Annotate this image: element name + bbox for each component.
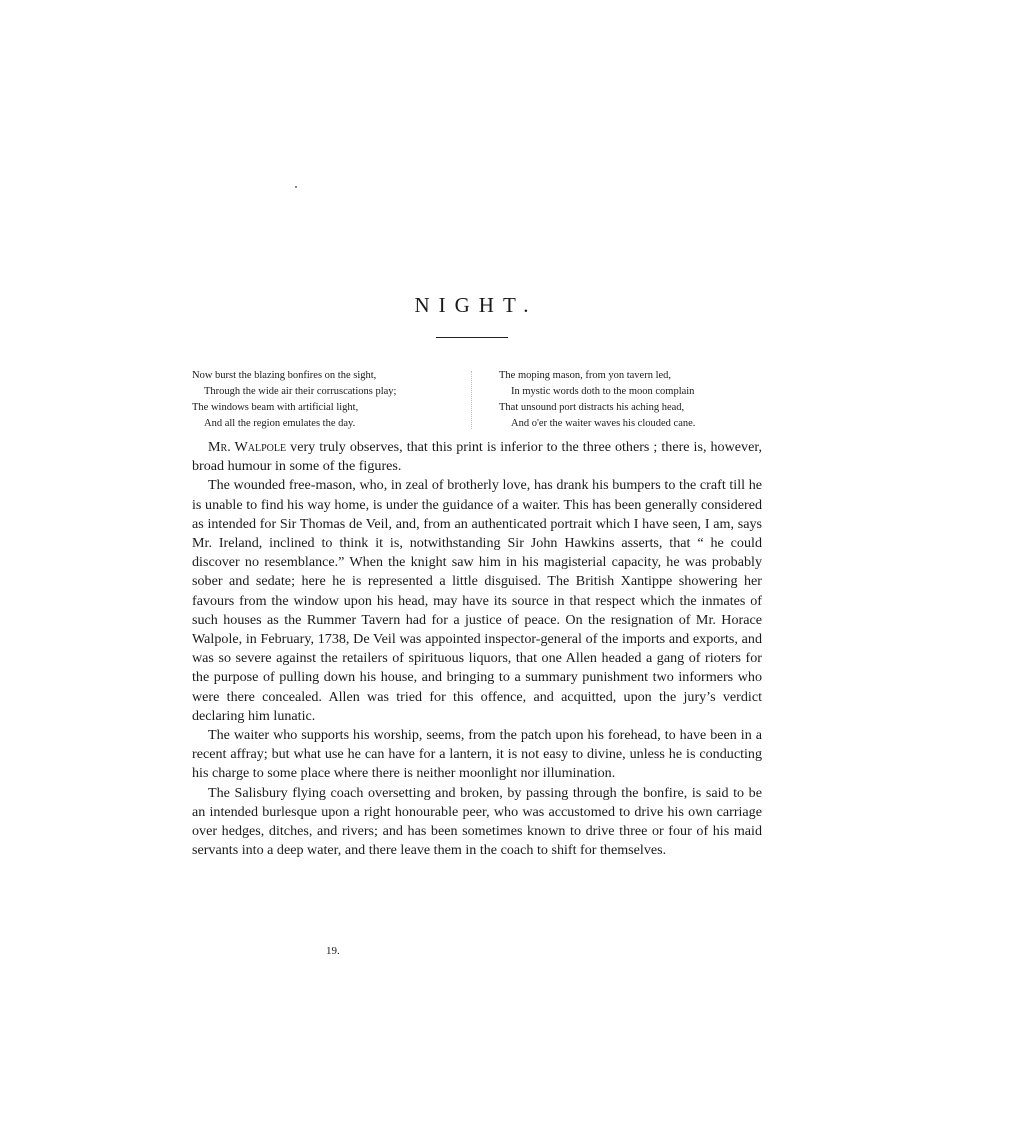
verse-line: The windows beam with artificial light, <box>192 402 359 413</box>
verse-line: That unsound port distracts his aching head, <box>499 402 685 413</box>
verse-line: The moping mason, from yon tavern led, <box>499 370 672 381</box>
verse-line: Through the wide air their corruscations play; <box>204 386 397 397</box>
paragraph: The waiter who supports his worship, seems, from the patch upon his forehead, to have been in a recent affray; but what use he can have for a lantern, it is not easy to divine, unless he is conducting his charge to some place where there is neither moonlight nor illumination. <box>192 727 762 782</box>
paragraph: The wounded free-mason, who, in zeal of brotherly love, has drank his bumpers to the craft till he is unable to find his way home, is under the guidance of a waiter. This has been generally considered as intended for Sir Thomas de Veil, and, from an authenticated portrait which I have seen, I am, says Mr. Ireland, inclined to think it is, notwithstanding Sir John Hawkins asserts, that “ he could discover no resemblance.” When the knight saw him in his magisterial capacity, he was probably sober and sedate; here he is represented a little disguised. The British Xantippe showering her favours from the window upon his head, may have its source in that respect which the inmates of such houses as the Rummer Tavern had for a justice of peace. On the resignation of Mr. Horace Walpole, in February, 1738, De Veil was appointed inspector-general of the imports and exports, and was so severe against the retailers of spirituous liquors, that one Allen headed a gang of rioters for the purpose of pulling down his house, and bringing to a summary punishment two informers who were there concealed. Allen was tried for this offence, and acquitted, upon the jury’s verdict declaring him lunatic. <box>192 477 762 724</box>
verse-line: Now burst the blazing bonfires on the sight, <box>192 370 377 381</box>
page-number: 19. <box>326 945 340 957</box>
paragraph-text: very truly observes, that this print is inferior to the three others ; there is, however, broad humour in some of the figures. <box>192 439 762 475</box>
page-title: NIGHT. <box>414 293 538 317</box>
paragraph: The Salisbury flying coach oversetting and broken, by passing through the bonfire, is said to be an intended burlesque upon a right honourable peer, who was accustomed to drive his own carriage over hedges, ditches, and rivers; and has been sometimes known to drive three or four of his maid servants into a deep water, and there leave them in the coach to shift for themselves. <box>192 784 762 859</box>
verse-left <box>192 368 396 432</box>
body-text <box>192 438 762 860</box>
verse-line: In mystic words doth to the moon complain <box>511 386 695 397</box>
verse-line: And o'er the waiter waves his clouded cane. <box>511 418 696 429</box>
verse-line: And all the region emulates the day. <box>204 418 356 429</box>
verse-right <box>499 368 695 432</box>
paragraph <box>192 438 762 476</box>
title-rule <box>436 337 508 338</box>
author-name: Mr. Walpole <box>208 439 287 455</box>
ink-speck <box>295 186 297 188</box>
verse-divider <box>471 371 472 429</box>
